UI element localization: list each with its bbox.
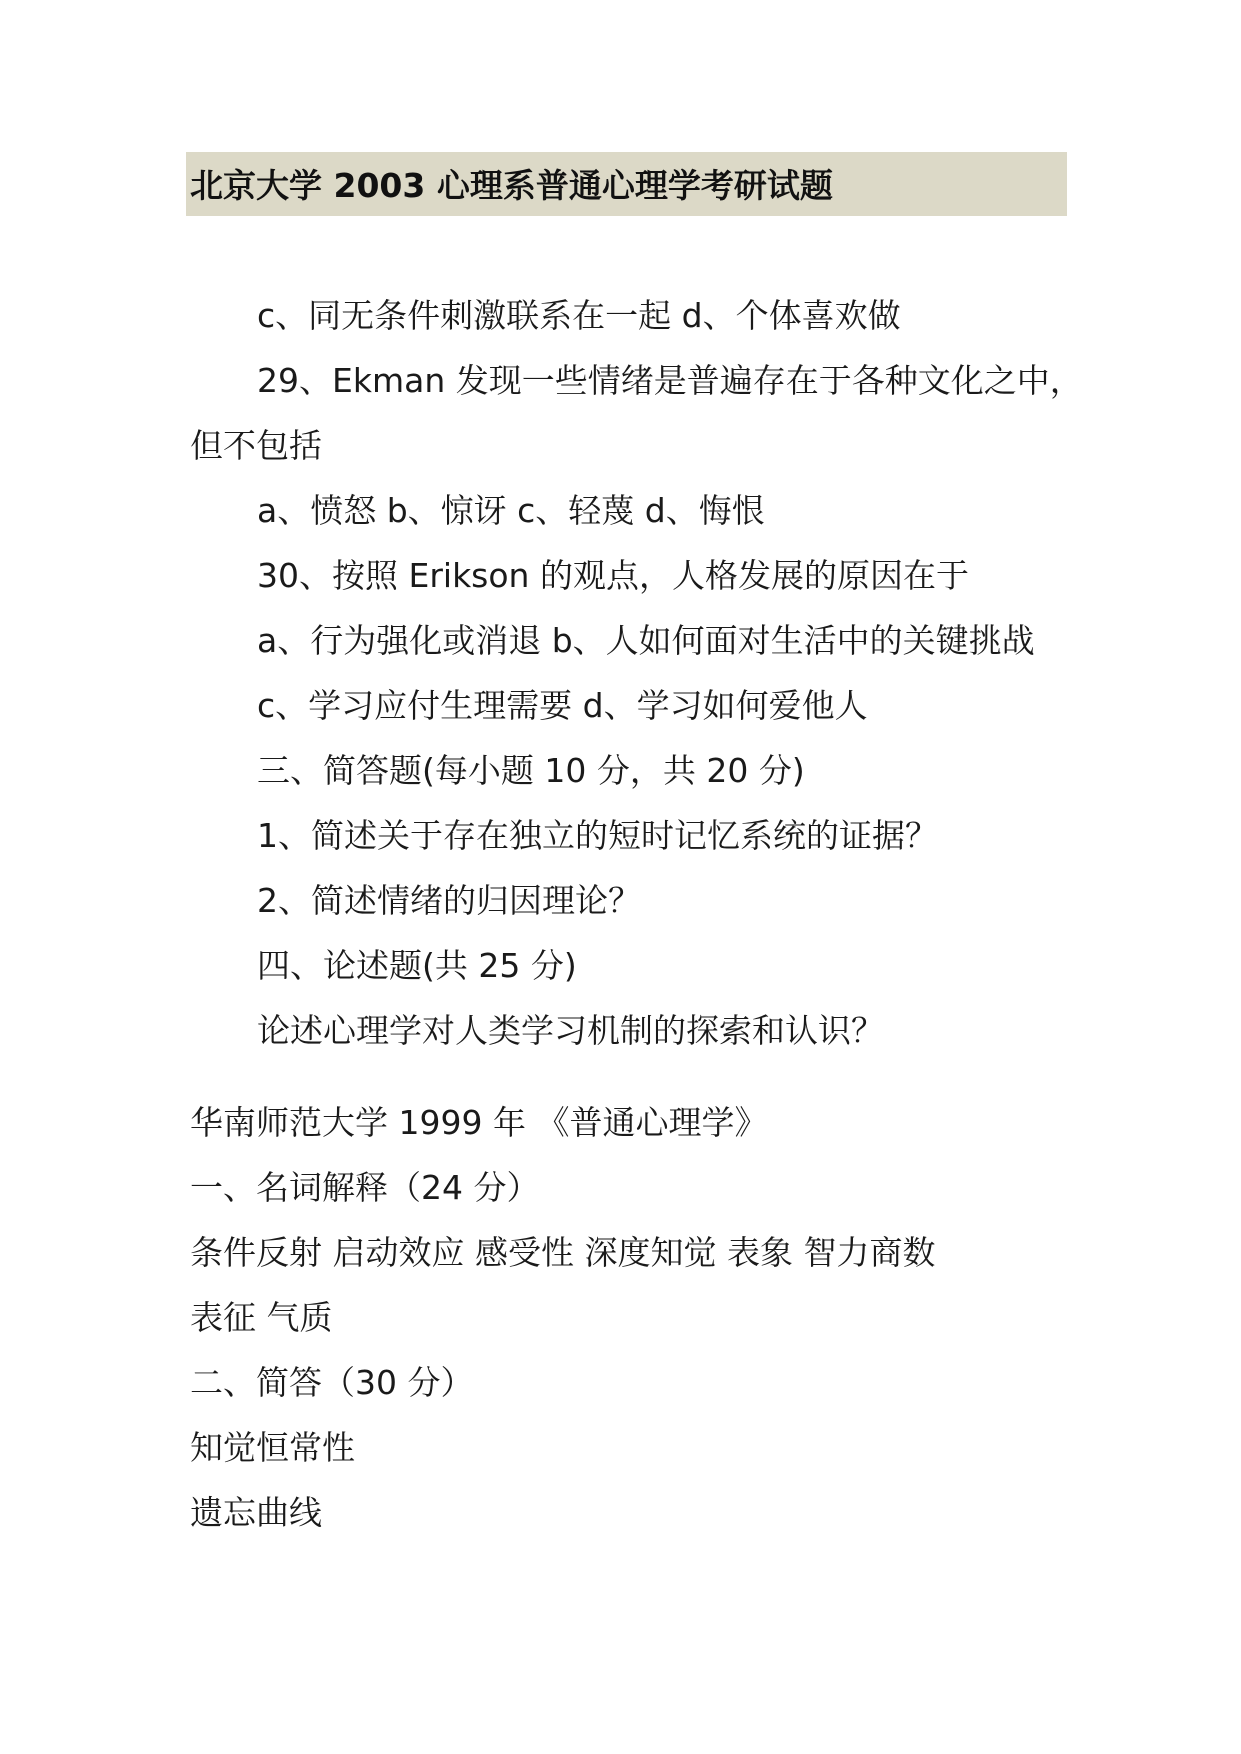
question-line: c、同无条件刺激联系在一起 d、个体喜欢做 <box>257 296 901 335</box>
question-line: 知觉恒常性 <box>190 1428 355 1467</box>
question-line: 29、Ekman 发现一些情绪是普遍存在于各种文化之中， <box>257 361 1083 400</box>
question-line: 但不包括 <box>190 426 322 465</box>
term-list: 条件反射 启动效应 感受性 深度知觉 表象 智力商数 <box>190 1233 936 1272</box>
page-title: 北京大学 2003 心理系普通心理学考研试题 <box>190 166 833 205</box>
question-line: 30、按照 Erikson 的观点，人格发展的原因在于 <box>257 556 969 595</box>
question-line: 遗忘曲线 <box>190 1493 322 1532</box>
question-line: a、行为强化或消退 b、人如何面对生活中的关键挑战 <box>257 621 1035 660</box>
question-line: 2、简述情绪的归因理论？ <box>257 881 641 920</box>
question-line: c、学习应付生理需要 d、学习如何爱他人 <box>257 686 868 725</box>
question-line: a、愤怒 b、惊讶 c、轻蔑 d、悔恨 <box>257 491 765 530</box>
section-heading: 三、简答题(每小题 10 分，共 20 分) <box>257 751 805 790</box>
term-list: 表征 气质 <box>190 1298 333 1337</box>
section-heading: 四、论述题(共 25 分) <box>257 946 577 985</box>
exam-title: 华南师范大学 1999 年 《普通心理学》 <box>190 1103 768 1142</box>
section-heading: 一、名词解释（24 分） <box>190 1168 540 1207</box>
section-heading: 二、简答（30 分） <box>190 1363 474 1402</box>
question-line: 论述心理学对人类学习机制的探索和认识？ <box>257 1011 884 1050</box>
question-line: 1、简述关于存在独立的短时记忆系统的证据？ <box>257 816 938 855</box>
